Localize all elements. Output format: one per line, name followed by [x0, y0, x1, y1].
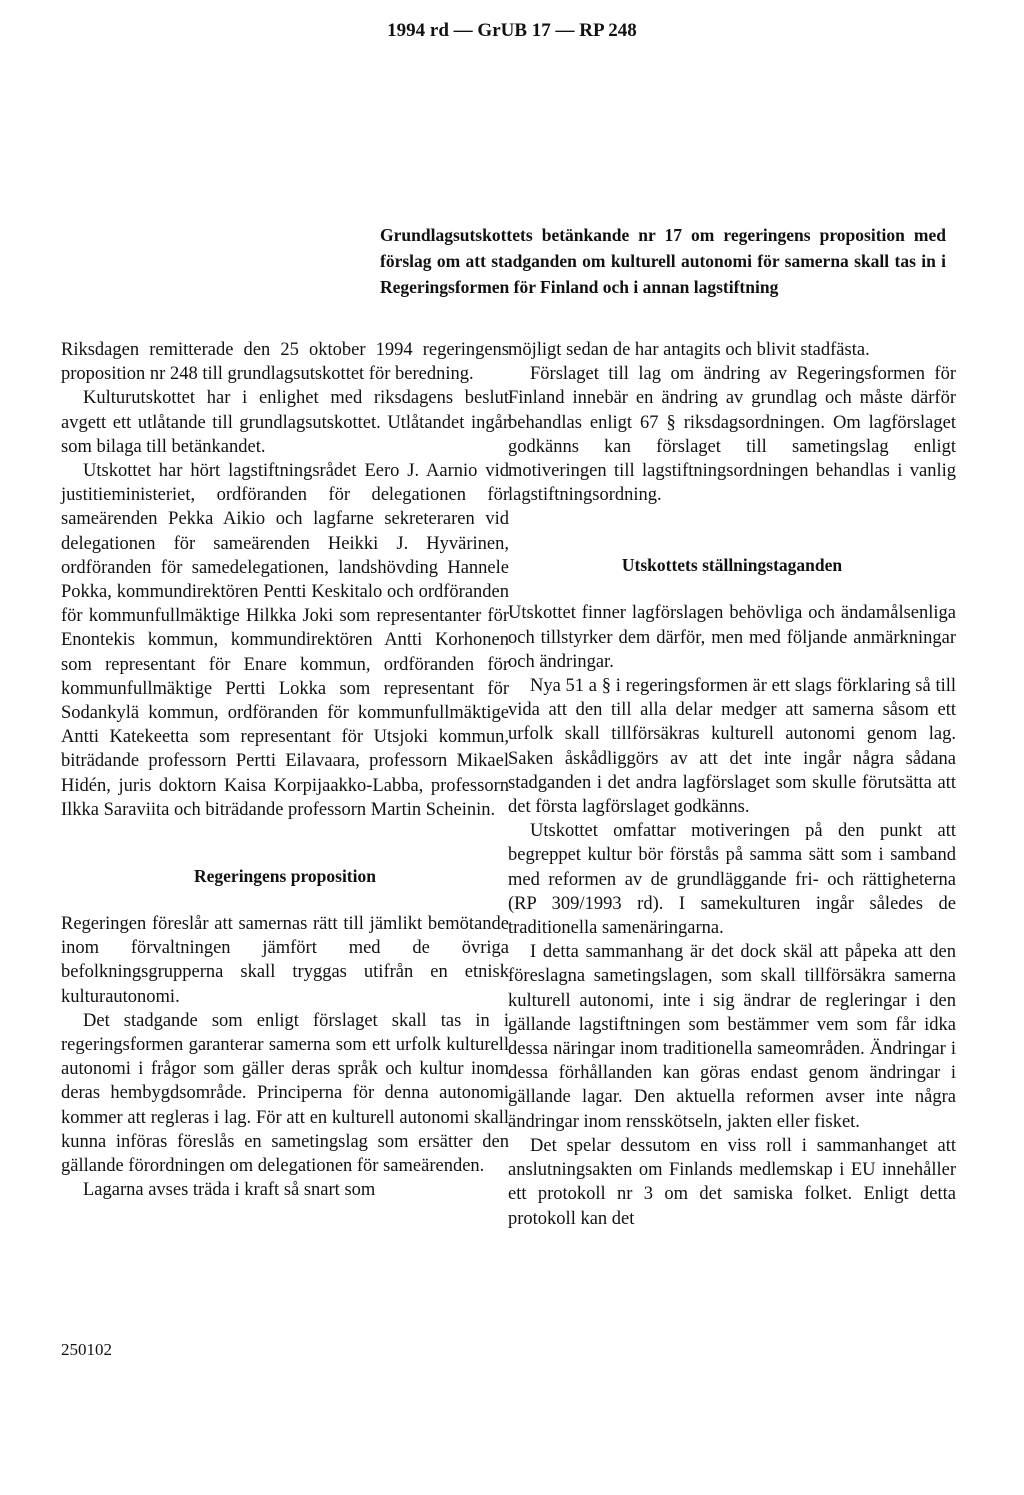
- paragraph: Det stadgande som enligt förslaget skall tas in i regeringsformen garanterar samerna som ett urfolk kulturell autonomi i frågor som gäller deras språk och kultur inom deras hembygdsområde. Principerna för denna autonomi kommer att regleras i lag. För att en kulturell autonomi skall kunna införas föreslås en sametingslag som ersätter den gällande förordningen om delegationen för sameärenden.: [61, 1010, 509, 1177]
- paragraph: Utskottet har hört lagstiftningsrådet Eero J. Aarnio vid justitieministeriet, ordföranden för delegationen för sameärenden Pekka Aikio och lagfarne sekreteraren vid delegationen för sameärenden Heikki J. Hyvärinen, ordföranden för samedelegationen, landshövding Hannele Pokka, kommundirektören Pentti Keskitalo och ordföranden för kommunfullmäktige Hilkka Joki som representanter för Enontekis kommun, kommundirektören Antti Korhonen som representant för Enare kommun, ordföranden för kommunfullmäktige Pertti Lokka som representant för Sodankylä kommun, ordföranden för kommunfullmäktige Antti Katekeetta som representant för Utsjoki kommun, biträdande professorn Pertti Eilavaara, professorn Mikael Hidén, juris doktorn Kaisa Korpijaakko-Labba, professorn Ilkka Saraviita och biträdande professorn Martin Scheinin.: [61, 461, 509, 820]
- paragraph: Kulturutskottet har i enlighet med riksdagens beslut avgett ett utlåtande till grundlagsutskottet. Utlåtandet ingår som bilaga till betänkandet.: [61, 388, 509, 457]
- paragraph: Nya 51 a § i regeringsformen är ett slags förklaring så till vida att den till alla delar medger att samerna såsom ett urfolk skall tillförsäkras kulturell autonomi genom lag. Saken åskådliggörs av att det inte ingår några sådana stadganden i det andra lagförslaget som skulle förutsätta att det första lagförslaget godkänns.: [508, 676, 956, 818]
- paragraph: Lagarna avses träda i kraft så snart som: [83, 1180, 376, 1201]
- paragraph: I detta sammanhang är det dock skäl att påpeka att den föreslagna sametingslagen, som skall tillförsäkra samerna kulturell autonomi, inte i sig ändrar de regleringar i den gällande lagstiftningen som bestämmer vem som får idka dessa näringar inom traditionella sameområden. Ändringar i dessa förhållanden kan göras endast genom ändringar i gällande lagar. Den aktuella reformen avser inte några ändringar inom rensskötseln, jakten eller fisket.: [508, 942, 956, 1132]
- paragraph: Utskottet omfattar motiveringen på den punkt att begreppet kultur bör förstås på samma sätt som i samband med reformen av de grundläggande fri- och rättigheterna (RP 309/1993 rd). I samekulturen ingår således de traditionella samenäringarna.: [508, 821, 956, 939]
- paragraph: möjligt sedan de har antagits och blivit stadfästa.: [508, 340, 870, 360]
- print-number: 250102: [61, 1340, 112, 1359]
- right-column: [508, 338, 956, 1231]
- paragraph: Utskottet finner lagförslagen behövliga och ändamålsenliga och tillstyrker dem därför, men med följande anmärkningar och ändringar.: [508, 603, 956, 672]
- page-header: 1994 rd — GrUB 17 — RP 248: [387, 20, 637, 41]
- paragraph: Regeringen föreslår att samernas rätt till jämlikt bemötande inom förvaltningen jämfört med de övriga befolkningsgrupperna skall tryggas utifrån en etnisk kulturautonomi.: [61, 914, 509, 1007]
- section-heading: Utskottets ställningstaganden: [621, 555, 843, 576]
- paragraph: Förslaget till lag om ändring av Regeringsformen för Finland innebär en ändring av grundlag och måste därför behandlas enligt 67 § riksdagsordningen. Om lagförslaget godkänns kan förslaget till sametingslag enligt motiveringen till lagstiftningsordningen behandlas i vanlig lagstiftningsordning.: [508, 364, 956, 506]
- paragraph: Riksdagen remitterade den 25 oktober 1994 regeringens proposition nr 248 till grundlagsutskottet för beredning.: [61, 340, 509, 385]
- section-heading: Regeringens proposition: [194, 866, 376, 887]
- report-title: Grundlagsutskottets betänkande nr 17 om regeringens proposition med förslag om att stadganden om kulturell autonomi för samerna skall tas in i Regeringsformen för Finland och i annan lagstiftning: [380, 225, 946, 297]
- left-column: [61, 338, 509, 1203]
- paragraph: Det spelar dessutom en viss roll i sammanhanget att anslutningsakten om Finlands medlemskap i EU innehåller ett protokoll nr 3 om det samiska folket. Enligt detta protokoll kan det: [508, 1135, 956, 1229]
